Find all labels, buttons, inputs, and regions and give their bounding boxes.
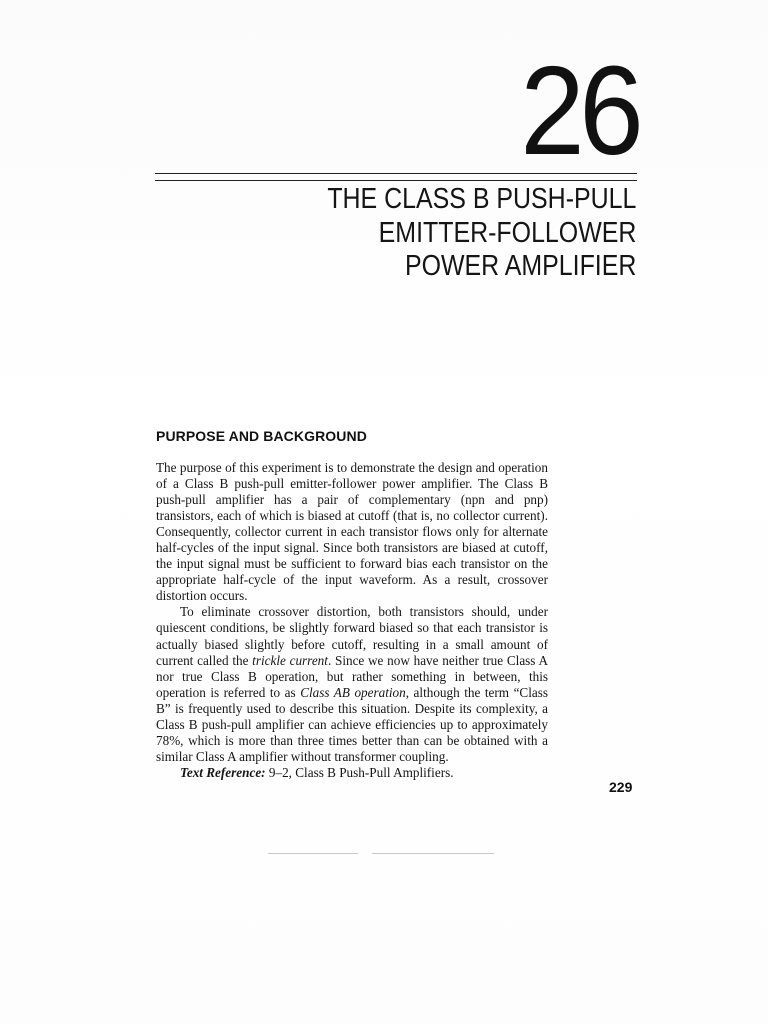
chapter-title-line: THE CLASS B PUSH-PULL (326, 183, 636, 215)
section-heading: PURPOSE AND BACKGROUND (156, 428, 367, 444)
text-reference (156, 765, 548, 781)
chapter-number: 26 (520, 40, 638, 181)
chapter-rule-bottom (155, 180, 637, 181)
text-reference-label: Text Reference: (180, 764, 266, 780)
body-text (156, 460, 548, 781)
chapter-title (277, 183, 636, 284)
term-class-ab: Class AB operation (300, 684, 406, 700)
scan-artifact-line (372, 853, 494, 854)
scan-artifact-line (268, 853, 358, 854)
chapter-rule-top (155, 173, 637, 174)
text-reference-value: 9–2, Class B Push-Pull Amplifiers. (265, 764, 454, 780)
page-number: 229 (609, 779, 633, 795)
chapter-title-line: EMITTER-FOLLOWER (378, 216, 636, 249)
paragraph-1: The purpose of this experiment is to demonstrate the design and operation of a Class B push-pull emitter-follower power amplifier. The Class B push-pull amplifier has a pair of complementary (npn and pnp) transistors, each of which is biased at cutoff (that is, no collector current). Consequently, collector current in each transistor flows only for alternate half-cycles of the input signal. Since both transistors are biased at cutoff, the input signal must be sufficient to forward bias each transistor on the appropriate half-cycle of the input waveform. As a result, crossover distortion occurs. (156, 460, 548, 604)
chapter-title-line: POWER AMPLIFIER (404, 250, 636, 282)
term-trickle-current: trickle current (252, 652, 328, 668)
paragraph-2-text: To eliminate crossover distortion, both transistors should, under quiescent conditions, be slightly forward biased so that each transistor is actually biased slightly before cutoff, resulting in a small amount of current called the (156, 604, 548, 668)
paragraph-2 (156, 604, 548, 764)
paragraph-2-text: . Since we now have neither true Class A nor true Class B operation, but rather something in between, this operation is referred to as (156, 652, 548, 700)
paragraph-2-text: , although the term “Class B” is frequently used to describe this situation. Despite its complexity, a Class B push-pull amplifier can achieve efficiencies up to approximately 78%, which is more than three times better than can be obtained with a similar Class A amplifier without transformer coupling. (156, 684, 548, 764)
